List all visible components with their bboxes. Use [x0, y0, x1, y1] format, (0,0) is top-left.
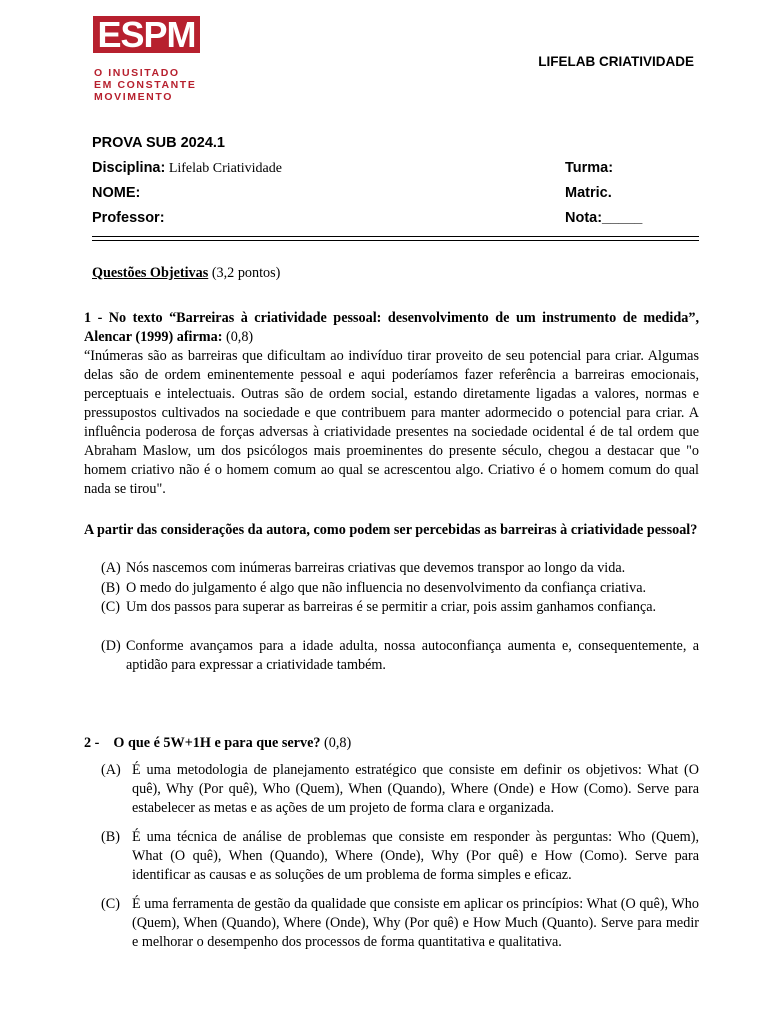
option-text: Um dos passos para superar as barreiras é se permitir a criar, pois assim ganhamos confiança. [126, 599, 657, 615]
question-2-number: 2 - [84, 735, 100, 751]
q1-option-c[interactable] [101, 598, 699, 617]
option-letter: (A) [101, 560, 121, 576]
q1-option-b[interactable] [101, 579, 699, 598]
option-text: É uma ferramenta de gestão da qualidade que consiste em aplicar os princípios: What (O quê), Who (Quem), When (Quando), Where (Onde), Why (Por quê) e How Much (Quanto). Serve para medir e melhorar o desempenho dos processos de forma quantitativa e qualitativa. [132, 896, 699, 950]
option-letter: (B) [101, 829, 120, 845]
option-text: O medo do julgamento é algo que não influencia no desenvolvimento da confiança criativa. [126, 580, 647, 596]
tagline-line: MOVIMENTO [94, 91, 173, 103]
question-1-question [84, 521, 699, 540]
professor-label: Professor: [92, 210, 165, 226]
question-1-points: (0,8) [222, 329, 254, 345]
option-text: Conforme avançamos para a idade adulta, nossa autoconfiança aumenta e, consequentemente, a aptidão para expressar a criatividade também. [126, 638, 699, 673]
q2-option-b[interactable] [101, 828, 699, 885]
header-divider-bottom [92, 240, 699, 241]
section-heading [92, 264, 492, 283]
logo-tagline [94, 67, 196, 103]
question-1-heading: 1 - No texto “Barreiras à criatividade pessoal: desenvolvimento de um instrumento de medida”, Alencar (1999) afirma: [84, 310, 699, 345]
grade-label: Nota:_____ [565, 210, 643, 226]
discipline-value: Lifelab Criatividade [165, 161, 282, 176]
name-label: NOME: [92, 185, 141, 201]
option-letter: (C) [101, 599, 120, 615]
option-letter: (D) [101, 638, 121, 654]
tagline-line: O INUSITADO [94, 67, 180, 79]
class-label: Turma: [565, 160, 614, 176]
q2-option-a[interactable] [101, 761, 699, 818]
question-1-quote: “Inúmeras são as barreiras que dificultam ao indivíduo tirar proveito de seu potencial para criar. Algumas delas são de ordem eminentemente pessoal e aqui poderíamos fazer referência a barreiras emocionais, perceptuais e intelectuais. Outras são de ordem social, estando diretamente ligadas a valores, normas e pressupostos cultivados na sociedade e que contribuem para manter adormecido o potencial para criar. A influência poderosa de forças adversas à criatividade presentes na sociedade ocidental é de tal ordem que Abraham Maslow, um dos psicólogos mais proeminentes do presente século, chegou a destacar que "o homem criativo não é o homem comum ao qual se acrescentou algo. Criativo é o homem comum do qual nada se tirou". [84, 348, 699, 497]
discipline-field [92, 160, 282, 177]
option-text: É uma metodologia de planejamento estratégico que consiste em definir os objetivos: What (O quê), Why (Por quê), Who (Quem), When (Quando), Where (Onde) e How (Como). Serve para estabelecer as metas e as ações de um projeto de forma clara e organizada. [132, 762, 699, 816]
question-1-prompt [84, 309, 699, 347]
question-2-heading: O que é 5W+1H e para que serve? [113, 735, 321, 751]
option-text: É uma técnica de análise de problemas que consiste em responder às perguntas: Who (Quem), What (O quê), When (Quando), Where (Onde), Why (Por quê) e How (Como). Serve para identificar as causas e as soluções de um problema de forma simples e eficaz. [132, 829, 699, 883]
q2-option-c[interactable] [101, 895, 699, 952]
option-letter: (B) [101, 580, 120, 596]
option-letter: (A) [101, 762, 121, 778]
header-divider-top [92, 236, 699, 237]
section-points: (3,2 pontos) [208, 265, 281, 281]
course-title: LIFELAB CRIATIVIDADE [538, 54, 694, 69]
discipline-label: Disciplina: [92, 160, 166, 176]
q1-option-d[interactable] [101, 637, 699, 675]
q1-option-a[interactable] [101, 559, 699, 578]
option-text: Nós nascemos com inúmeras barreiras criativas que devemos transpor ao longo da vida. [126, 560, 626, 576]
question-2-points: (0,8) [320, 735, 352, 751]
registration-label: Matric. [565, 185, 612, 201]
tagline-line: EM CONSTANTE [94, 79, 197, 91]
exam-title: PROVA SUB 2024.1 [92, 135, 225, 151]
section-title: Questões Objetivas [92, 265, 209, 281]
question-2-prompt [84, 734, 699, 753]
question-1-question-text: A partir das considerações da autora, como podem ser percebidas as barreiras à criatividade pessoal? [84, 522, 698, 538]
espm-logo: ESPM [93, 16, 200, 53]
option-letter: (C) [101, 896, 120, 912]
